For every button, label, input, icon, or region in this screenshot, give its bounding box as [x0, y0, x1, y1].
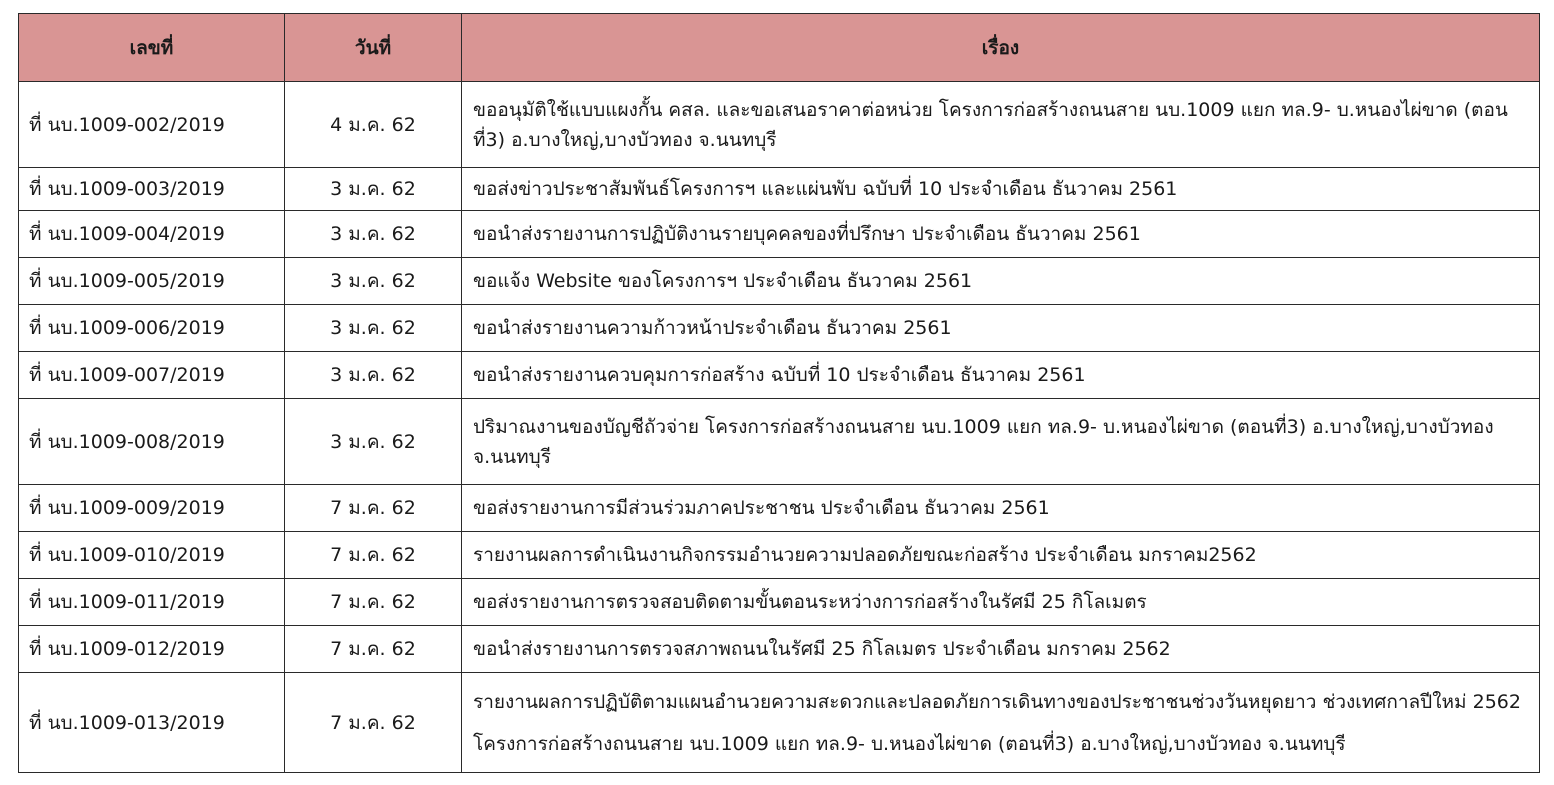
- table-row: [19, 626, 1540, 673]
- row-subject: ขออนุมัติใช้แบบแผงกั้น คสล. และขอเสนอราคาต่อหน่วย โครงการก่อสร้างถนนสาย นบ.1009 แยก ทล.9- บ.หนองไผ่ขาด (ตอนที่3) อ.บางใหญ่,บางบัวทอง จ.นนทบุรี: [462, 82, 1540, 168]
- row-date: 3 ม.ค. 62: [285, 211, 462, 258]
- correspondence-table: [18, 13, 1540, 773]
- row-date: 7 ม.ค. 62: [285, 485, 462, 532]
- row-subject: ขอแจ้ง Website ของโครงการฯ ประจำเดือน ธันวาคม 2561: [462, 258, 1540, 305]
- row-subject: ขอนำส่งรายงานการตรวจสภาพถนนในรัศมี 25 กิโลเมตร ประจำเดือน มกราคม 2562: [462, 626, 1540, 673]
- document-sheet: [18, 13, 1539, 773]
- table-row: [19, 258, 1540, 305]
- table-row: [19, 532, 1540, 579]
- row-subject: ขอส่งข่าวประชาสัมพันธ์โครงการฯ และแผ่นพับ ฉบับที่ 10 ประจำเดือน ธันวาคม 2561: [462, 168, 1540, 211]
- row-subject: ขอส่งรายงานการตรวจสอบติดตามขั้นตอนระหว่างการก่อสร้างในรัศมี 25 กิโลเมตร: [462, 579, 1540, 626]
- row-date: 3 ม.ค. 62: [285, 168, 462, 211]
- table-row: [19, 211, 1540, 258]
- table-row: [19, 352, 1540, 399]
- row-date: 7 ม.ค. 62: [285, 579, 462, 626]
- row-subject: ขอนำส่งรายงานความก้าวหน้าประจำเดือน ธันวาคม 2561: [462, 305, 1540, 352]
- row-number: ที่ นบ.1009-004/2019: [19, 211, 285, 258]
- row-date: 3 ม.ค. 62: [285, 352, 462, 399]
- row-subject: ปริมาณงานของบัญชีถัวจ่าย โครงการก่อสร้างถนนสาย นบ.1009 แยก ทล.9- บ.หนองไผ่ขาด (ตอนที่3) อ.บางใหญ่,บางบัวทอง จ.นนทบุรี: [462, 399, 1540, 485]
- row-number: ที่ นบ.1009-009/2019: [19, 485, 285, 532]
- row-subject: ขอส่งรายงานการมีส่วนร่วมภาคประชาชน ประจำเดือน ธันวาคม 2561: [462, 485, 1540, 532]
- table-row: [19, 82, 1540, 168]
- row-number: ที่ นบ.1009-011/2019: [19, 579, 285, 626]
- row-number: ที่ นบ.1009-012/2019: [19, 626, 285, 673]
- row-subject: รายงานผลการดำเนินงานกิจกรรมอำนวยความปลอดภัยขณะก่อสร้าง ประจำเดือน มกราคม2562: [462, 532, 1540, 579]
- row-date: 7 ม.ค. 62: [285, 626, 462, 673]
- table-row: [19, 399, 1540, 485]
- row-date: 4 ม.ค. 62: [285, 82, 462, 168]
- row-number: ที่ นบ.1009-002/2019: [19, 82, 285, 168]
- row-subject: รายงานผลการปฏิบัติตามแผนอำนวยความสะดวกและปลอดภัยการเดินทางของประชาชนช่วงวันหยุดยาว ช่วงเทศกาลปีใหม่ 2562 โครงการก่อสร้างถนนสาย นบ.1009 แยก ทล.9- บ.หนองไผ่ขาด (ตอนที่3) อ.บางใหญ่,บางบัวทอง จ.นนทบุรี: [462, 673, 1540, 773]
- table-row: [19, 673, 1540, 773]
- header-subject: เรื่อง: [462, 14, 1540, 82]
- row-number: ที่ นบ.1009-008/2019: [19, 399, 285, 485]
- table-row: [19, 305, 1540, 352]
- row-number: ที่ นบ.1009-010/2019: [19, 532, 285, 579]
- header-number: เลขที่: [19, 14, 285, 82]
- row-subject: ขอนำส่งรายงานควบคุมการก่อสร้าง ฉบับที่ 10 ประจำเดือน ธันวาคม 2561: [462, 352, 1540, 399]
- row-date: 3 ม.ค. 62: [285, 399, 462, 485]
- table-row: [19, 168, 1540, 211]
- row-date: 3 ม.ค. 62: [285, 258, 462, 305]
- row-number: ที่ นบ.1009-013/2019: [19, 673, 285, 773]
- row-number: ที่ นบ.1009-003/2019: [19, 168, 285, 211]
- table-header-row: [19, 14, 1540, 82]
- row-number: ที่ นบ.1009-006/2019: [19, 305, 285, 352]
- row-subject: ขอนำส่งรายงานการปฏิบัติงานรายบุคคลของที่ปรึกษา ประจำเดือน ธันวาคม 2561: [462, 211, 1540, 258]
- table-row: [19, 579, 1540, 626]
- row-number: ที่ นบ.1009-007/2019: [19, 352, 285, 399]
- row-number: ที่ นบ.1009-005/2019: [19, 258, 285, 305]
- header-date: วันที่: [285, 14, 462, 82]
- row-date: 7 ม.ค. 62: [285, 532, 462, 579]
- row-date: 3 ม.ค. 62: [285, 305, 462, 352]
- row-date: 7 ม.ค. 62: [285, 673, 462, 773]
- table-row: [19, 485, 1540, 532]
